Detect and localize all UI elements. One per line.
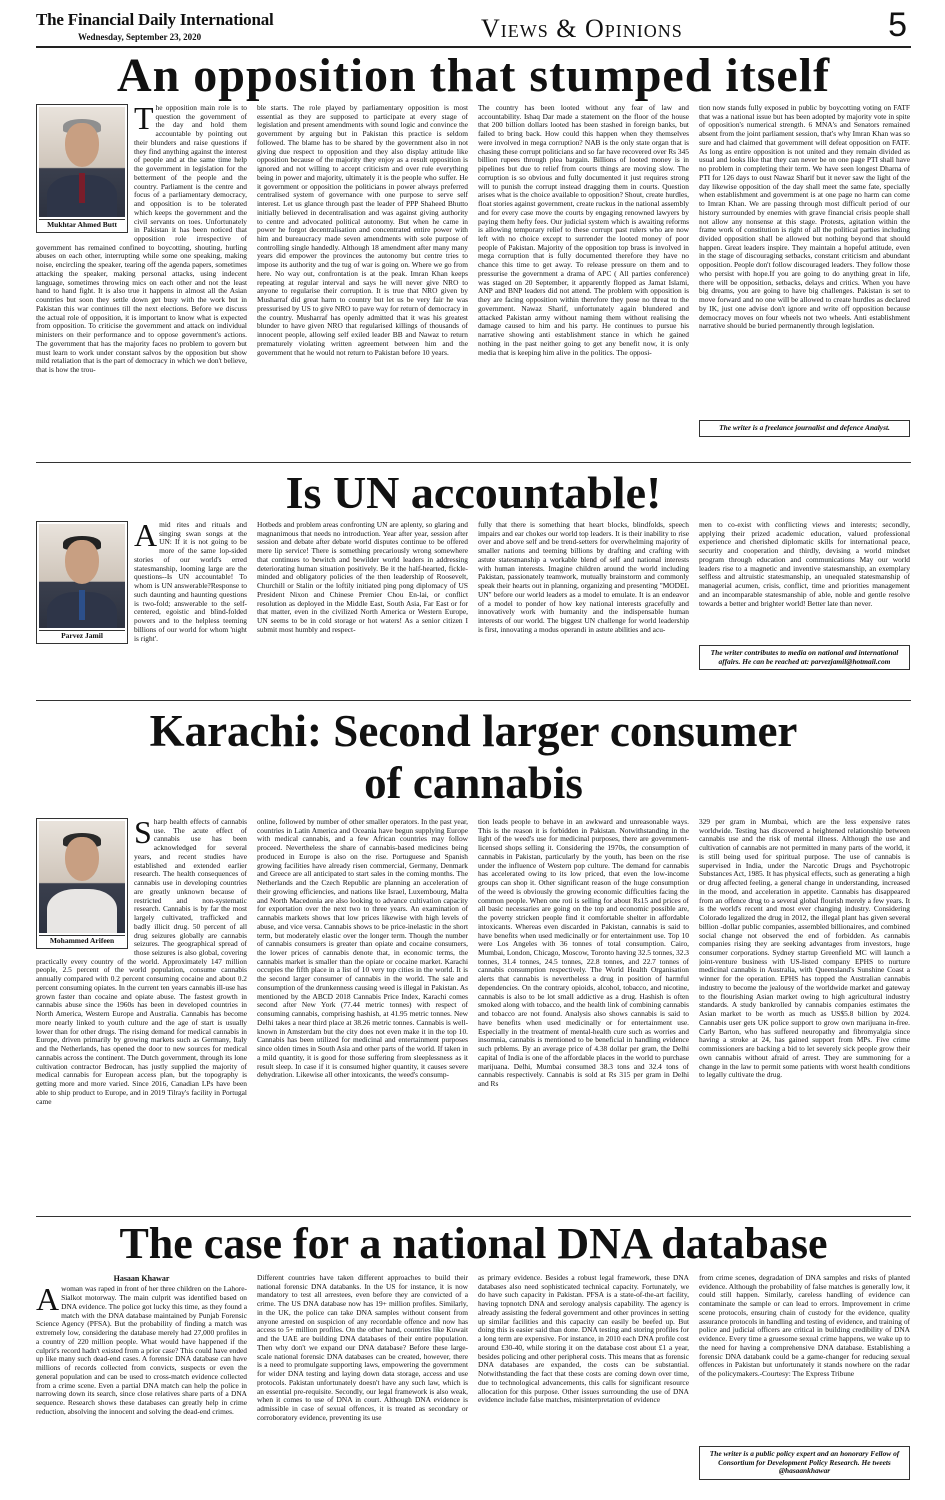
article-1-col-3 [478,104,689,456]
article-3-col-4 [699,818,910,1212]
headline-line-1: Karachi: Second larger consumer [149,706,798,756]
dropcap: A [134,521,158,553]
article-text: tion now stands fully exposed in public by boycotting voting on FATF that was a national issue but has been adopted by majority vote in spite of opposition's numerical strength. 6 MNA's and Senators remained absent from the joint parliament session, that's why Imran Khan was so sure and had claimed that government will defeat opposition on FATF. As long as entire opposition is not united and they remain divided as usual and looks like that they can never be on one page PTI shall have no problem in completing their term. We have seen longest Dharna of PTI for 126 days to oust Nawaz Sharif but it never saw the light of the day likewise opposition of the day shall meet the same fate, specially when establishment and government is at one page no harm can come to Imran Khan. We are passing through most difficult period of our history surrounded by enemies with grave financial crisis people shall not allow any nonsense at this stage. Protests, agitation within the frame work of constitution is right of all the political parties including divided opposition shall be allowed but nothing beyond that should happen. Great leaders inspire. They maintain a hopeful attitude, even in the stage of discouraging setbacks, constant criticism and abundant opposition. People don't follow discouraged leaders. They follow those who persist with hope.If you are going to do anything great in life, there will be opposition, setbacks, delays and critics. When you have big dreams, you are going to have big challenges. Pakistan is set to move forward and no one will be allowed to create hurdles as declared by IK, just one advise don't ignore and write off opposition because democracy moves on four wheels not two wheels. Anti establishment narrative should be buried permanently through legislation. [699,104,910,331]
article-1-col-4 [699,104,910,456]
article-text: ble starts. The role played by parliamentary opposition is most essential as they are supposed to participate at every stage of legislation and present amendments with sound logic and convince the government by arguing but in Pakistan this practice is seldom followed. The blame has to be shared by the government also in not giving due respect to opposition and they also display attitude like opposition because of the majority they enjoy as a result opposition is ignored and not willing to accept criticism and over rule everything being in power and majority, ultimately it is the people who suffer. He it government or opposition the politicians in power always preferred centralised system of governance with one purpose to serve self interest. Let us glance through past the leader of PPP Shaheed Bhutto initially believed in decentralisation and was against giving authority to centre and advocated political autonomy. But when he came in power he forgot decentralisation and concentrated entire power with him and bureaucracy made seven amendments with sole purpose of controlling single handedly. Although 18 amendment after many many years did empower the provinces the autonomy but centre tries to impose its authority and the tug of war is going on. Where we go from here. No way out, confrontation is at the peak. Imran Khan keeps repeating at regular interval and says he will never give NRO to anyone to regularise their corruption. It is true that NRO given by Musharraf did great harm to country but let us be very fair he was pressurised by US to give NRO to pave way for return of democracy in the country. Musharraf has openly admitted that it was his greatest blunder to have given NRO that regularised killings of thousands of innocent people, allowing self exiled leader BB and Nawaz to return prematurely violating written agreement between him and the government that he would not return to Pakistan before 10 years. [257,104,468,357]
article-2-col-2 [257,521,468,693]
dropcap: T [134,104,154,136]
paper-name: The Financial Daily International [36,10,274,29]
article-text: mid rites and rituals and singing swan songs at the UN: If it is not going to be more of the same lop-sided stories of our world's erred statesmanship, looming large are the questions--Is UN accountable! To whom is UN answerable?Response to such daunting and haunting questions is two-fold; answerable to the self-centered, egoistic and blind-folded powers and to the helpless teeming billions of our world for whom 'night is right'. [134,521,247,643]
article-text: 329 per gram in Mumbai, which are the less expensive rates worldwide. Testing has discovered a heightened relationship between cannabis use and the risk of mental illness. Although the use and cultivation of cannabis are not permitted in many parts of the world, it is still being used for spiritual purpose. The use of cannabis is supervised in India, under the Narcotic Drugs and Psychotropic Substances Act, 1985. It has physical effects, such as generating a high or drug affected feeling, a general change in understanding, increased in the mood, and acceleration in appetite. Cannabis has disappeared from an offence drug to a several global flourish merely a few years. It is the world's recent and most ever changing industry. Considering Colorado legalized the drug in 2012, the illegal plant has given several billion -dollar public companies, assembled billionaires, and combined social change not observed the end of forbidden. As cannabis companies rising they are seeking advantages from investors, huge consumer corporations. Sydney startup Greenfield MC will launch a joint-venture business with US-listed company EPHS to nurture medicinal cannabis in Australia, with Queensland's Sunshine Coast a winner for the operation. EPHS has topped the Australian cannabis industry to become the jealousy of the worldwide market and gateway to the flourishing Asian market owing to high agricultural industry standards. A study bankrolled by cannabis companies estimates the Asian market to be worth as much as US$5.8 billion by 2024. Cannabis user gets UK police support to grow own marijuana in-free. Carly Barton, who has suffered neuropathy and fibromyalgia since having a stroke at 24, has gained support from MPs. Five crime commissioners are backing a bid to let severely sick people grow their own cannabis without afraid of arrest. They are summoning for a change in the law to permit some patients with worst health conditions to legally cultivate the drug. [699,818,910,1080]
article-text: woman was raped in front of her three children on the Lahore-Sialkot motorway. The main culprit was identified based on DNA evidence. The police got lucky this time, as they found a match with the DNA database maintained by Punjab Forensic Science Agency (PFSA). But the probability of finding a match was extremely low, considering the database merely had 27,000 profiles in a country of 220 million people. What would have happened if the culprit's record hadn't existed from a prior case? This could have ended up like many such dead-end cases. A forensic DNA database can have millions of records collected from convicts, suspects or even the general population and can be used to cross-match evidence collected from a crime scene. Even a partial DNA match can help the police in narrowing down its search, since close relatives share parts of a DNA sequence. Research shows these databases can greatly help in crime reduction, absolving the innocent and solving the dead-end crimes. [36,1284,247,1416]
article-1-col-1 [36,104,247,456]
article-text: harp health effects of cannabis use. The acute effect of cannabis use has been acknowledged for several years, and recent studies have established and extended earlier research. The health consequences of cannabis use in developing countries are greatly unknown because of restricted and non-systematic research. Cannabis is by far the most largely cultivated, trafficked and badly illicit drug. 50 percent of all drug seizures globally are cannabis seizures. The geographical spread of those seizures is also global, covering practically every country of the world. Approximately 147 million people, 2.5 percent of the world population, consume cannabis annually compared with 0.2 percent consuming cocaine and about 0.2 percent consuming opiates. In the current ten years cannabis ill-use has grown faster than cocaine and opiate abuse. The fastest growth in cannabis abuse since the 1960s has been in developed countries in North America, Western Europe and Australia. Cannabis has become more nearly linked to youth culture and the age of start is usually lower than for other drugs. The rising demand for medical cannabis in Europe, driven primarily by growing markets such as Germany, Italy and the Netherlands, has opened the door to new sources for medical cannabis across the continent. The Dutch government, through its lone cultivation contractor Bedrocan, has justly supplied the majority of medical cannabis for European access plan, but the topography is getting more and more varied. Since 2016, Canadian LPs have been able to ship product to Europe, and in 2019 Tilray's facility in Portugal came [36,818,247,1106]
dropcap: A [36,1281,60,1318]
author-photo [39,524,125,628]
article-text: tion leads people to behave in an awkward and unreasonable ways. This is the reason it is forbidden in Pakistan. Notwithstanding in the light of the weed's use for medicinal purposes, there are government-licensed shops selling it. Considering the 1970s, the consumption of cannabis in Pakistan, particularly by the youth, has been on the rise under the influence of Western pop culture. The demand for cannabis has accelerated owing to its low priced, that even the low-income groups can shop it. Other significant reason of the huge consumption of the weed is obviously the growing economic difficulties facing the common people. When one roti is selling for about Rs15 and prices of all basic necessaries are going on the top and economic possible are, the poverty stricken people find it comfortable shelter in affordable intoxicants. Whereas even discarded in Pakistan, cannabis is said to have benefits when used medicinally or for entertainment use. Top 10 were Los Angeles with 36 tonnes of total consumption. Cairo, Mumbai, London, Chicago, Moscow, Toronto having 32.5 tonnes, 32.3 tonnes, 31.4 tonnes, 24.5 tonnes, 22.8 tonnes, and 22.7 tonnes of cannabis consumption respectively. The World Health Organisation alerts that cannabis is nevertheless a drug in position of harmful dependencies. On the contrary opioids, alcohol, tobacco, and nicotine, cannabis is also to be lot small addictive as a drug. Hashish is often smoked along with tobacco, and the health link of combining cannabis and tobacco are not found. Analysis also shows cannabis is said to have benefits when used medicinally or for entertainment use. Especially in the treatment of mental-health cure such as worries and insomnia, cannabis is mentioned to be beneficial in handling evidence such prblems. By an average price of 4.38 dollar per gram, the Delhi capital of India is one of the affordable places in the world to purchase marijuana. Delhi, Mumbai consumed 38.3 tons and 32.4 tons of cannabis respectively. Cannabis is sold at Rs 315 per gram in Delhi and Rs [478,818,689,1089]
article-text: men to co-exist with conflicting views and interests; secondly, applying their prized academic education, valued professional experience and cherished diplomatic skills for international peace, security and cooperation and thirdly, devising a world mindset program through education and communications May our world leaders rise to a magnetic and inventive statesmanship, an exemplary selfless and altruistic statesmanship, an unequaled statesmanship of managerial acumen, crisis, conflict, time and priorities management and an incomparable statesmanship of able, noble and gentle resolve towards a better and brighter world! Better late than never. [699,521,910,608]
article-1 [36,104,911,456]
article-2-col-4 [699,521,910,693]
author-name: Hasaan Khawar [113,1274,170,1283]
article-text: as primary evidence. Besides a robust legal framework, these DNA databases also need sophisticated technical capacity. Fortunately, we do have such capacity in Pakistan. PFSA is a state-of-the-art facility, having topnotch DNA and serology analysis capability. The agency is already assisting the federal government and other provinces in setting up similar facilities and this capacity can easily be beefed up. But doing this is easier said than done. DNA testing and storing profiles for a long term are expensive. For instance, in 2010 each DNA profile cost around £30-40, while storing it on the database cost about £1 a year, besides policing and other peripheral costs. This means that as forensic DNA databases are expanded, the costs can be substantial. Notwithstanding the fact that these costs are coming down over time, due to technological advancements, this calls for significant resource allocation for this purpose. Other issues surrounding the use of DNA evidence include false matches, misinterpretation of evidence [478,1274,689,1405]
article-3 [36,818,911,1212]
article-3-col-1 [36,818,247,1212]
article-2-col-3 [478,521,689,693]
divider [36,1216,911,1217]
author-note: The writer contributes to media on national and international affairs. He can be reached at: parvezjamil@hotmail.com [699,645,910,670]
article-2-headline: Is UN accountable! [285,467,662,518]
article-4-col-4 [699,1274,910,1494]
article-4-col-1 [36,1274,247,1494]
article-text: from crime scenes, degradation of DNA samples and risks of planted evidence. Although the probability of false matches is generally low, it could still happen. Similarly, careless handling of evidence can contaminate the sample or can lead to errors. Improvement in crime scene protocols, ensuring chain of custody for the evidence, quality assurance protocols in handling and testing of evidence, and training of police and judicial officers are critical in building credibility of DNA evidence. Every time a gruesome sexual crime happens, we wake up to the need for having a comprehensive DNA database. Establishing a forensic DNA databank could be a game-changer for reducing sexual offences in Pakistan but unfortunately it stands nowhere on the radar of the policymakers.-Courtesy: The Express Tribune [699,1274,910,1379]
author-photo-box [36,104,128,233]
dropcap: S [134,818,152,850]
author-note: The writer is a public policy expert and an honorary Fellow of Consortium for Development Policy Research. He tweets @hasaankhawar [699,1446,910,1480]
author-photo [39,107,125,217]
article-3-col-2 [257,818,468,1212]
issue-date: Wednesday, September 23, 2020 [78,32,202,42]
article-text: The country has been looted without any fear of law and accountability. Ishaq Dar made a statement on the floor of the house that 200 billion dollars looted has been stashed in foreign banks, but failed to bring back. How could this happen when they themselves were involved in mega corruption? NAB is the only state organ that is chasing these corrupt politicians and so far have recovered over Rs 345 billion rupees through plea bargain. Billions of looted money is in pipelines but due to relief from courts things are moving slow. The corruption is so obvious and fully documented it just requires strong will to punish the corrupt instead dragging them in courts. Question arises what is the choice available to opposition? Shout, create hurdles, float stories against government, create ruckus in the national assembly and for every case move the courts by engaging renowned lawyers by paying them hefty fees. Our judicial system which is awaiting reforms is allowing temporary relief to these corrupt past rulers who are now left with no choice except to surrender the looted money of poor people of Pakistan. Majority of the opposition top brass is involved in mega corruption that is fully documented therefore they have no chance this time to get away. To release pressure on them and to pressurise the government a drama of APC ( All parties conference) was staged on 20 September, it apparently flopped as Jamat Islami, ANP and BNP leaders did not attend. The problem with opposition is they are facing opposition within therefore they pose no threat to the government. Nawaz Sharif, unfortunately again blundered and attacked Pakistan army without naming them without realising the damage caused to him and his party. He continues to pursue his narrative showing anti establishment stance in which he gained nothing in the past neither going to get any benefit now, it is only media that is keeping him alive in the politics. The opposi- [478,104,689,357]
author-caption: Mukhtar Ahmed Butt [39,219,125,230]
masthead [36,8,911,48]
author-caption: Parvez Jamil [39,630,125,641]
article-text: fully that there is something that heart blocks, blindfolds, speech impairs and ear chokes our world top leaders. It is their inability to rise over and above self and be trend-setters for overwhelming majority of smaller nations and teeming billions by drafting and crafting with astute statesmanship a workable blend of self and national interests with human interests. Imagine children around the world including Pakistan, passionately teamwork, mutually brainstorm and commonly speak their hearts out in planning, organizing and presenting "MODEL UN" before our world leaders as a model to emulate. It is an endeavor of a model to ponder of how key national interests gracefully and innovatively work with humanity and the indispensable human interests of our world. The biggest UN challenge for world leadership is first, innovating a modus operandi in astute abilities and acu- [478,521,689,634]
author-photo-box [36,818,128,949]
article-text: he opposition main role is to question the government of the day and hold them accountable by pointing out their blunders and raise questions if they find anything against the interest of people and at the same time help the government in legislation for the betterment of the people and the country. Parliament is the centre and focus of a parliamentary democracy, and opposition is to be tolerated which keeps the government and the civil servants on toes. Unfortunately in Pakistan it has been noticed that opposition role irrespective of government has remained confined to boycotting, shouting, hurling abuses on each other, interrupting while some one speaking, making noise, encircling the speaker, tearing off the agenda papers, sometimes attacking the speaker, making personal attacks, using indecent language, sometimes throwing mics on each other and not the least hand to hand fight. It is also true it happens in almost all the Asian countries but soon they settle down get busy with the work but in Pakistan this war continues till the next elections. Before we discuss the actual role of opposition, it is important to know what is expected from opposition. To criticise the government and attack on individual ministers on their performance and to oppose government's actions. The government that has the majority faces no problem to govern but must learn to work under constant salvos by the opposition but show mild retaliation that is the part of democracy in which we don't believe, that is how the trou- [36,104,247,375]
article-4-col-3 [478,1274,689,1494]
headline-line-2: of cannabis [364,758,583,808]
article-1-headline: An opposition that stumped itself [116,49,831,102]
author-caption: Mohammed Arifeen [39,935,125,946]
article-text: Hotbeds and problem areas confronting UN are aplenty, so glaring and magnanimous that needs no introduction. Year after year, session after session and debate after debate world disputes continue to be offered mere lip service! There is something precariously wrong somewhere that continues to bewitch and bewilder world leaders in addressing deteriorating human situation positively. Be it the half-hearted, fickle-minded and obligatory policies of the then leadership of Roosevelt, Churchill or Stalin or the loftily initiated ping pong diplomacy of US President Nixon and Chinese Premier Chou En-lai, or conflict resolution as deployed in the Middle East, South Asia, Far East or for that matter, even in the civilized North America or Western Europe, UN seems to be in cold storage or hot waters! As a senior citizen I submit most humbly and respect- [257,521,468,634]
page-number: 5 [888,6,907,44]
article-4-col-2 [257,1274,468,1494]
article-text: online, followed by number of other smaller operators. In the past year, countries in Latin America and Oceania have begun supplying Europe with medical cannabis, and a few African countries may follow proceed. Nevertheless the share of cannabis-based medicines being produced in Europe is also on the rise. Portuguese and Spanish growing facilities have already risen commercial, Germany, Denmark and Greece are all anticipated to start sales in the coming months. The Netherlands and the Czech Republic are planning an acceleration of their growing efficiencies, and nations like Israel, Luxembourg, Malta and North Macedonia are also looking to advance cultivation capacity for exportation over the next two to three years. An examination of cannabis markets shows that low prices likewise with high levels of abuse, and vice versa. Cannabis shows to be price-inelastic in the short term, but moderately elastic over the longer term. Though the number of cannabis consumers is greater than opiate and cocaine consumers, the lower prices of cannabis denote that, in economic terms, the cannabis market is smaller than the opiate or cocaine market. Karachi occupies the fifth place in a list of 10 very top cities in the world. It is the second larger consumer of cannabis in the world. The sale and consumption of the drunkenness causing weed is illegal in Pakistan. As mentioned by the ABCD 2018 Cannabis Price Index, Karachi comes second after New York (77.44 metric tonnes) with respect of consuming cannabis, comprising hashish, at 41.95 metric tonnes. New Delhi takes a near third place at 38.26 metric tonnes. Cannabis is well-known in Amsterdam but the city does not even make it in the top 10. Cannabis has been utilized for medicinal and entertainment purposes since olden times in South Asia and other parts of the world. If taken in a mild quantity, it is good for those suffering from sleeplessness as it result sleep. In case if it is consumed higher quantity, it causes severe dehydration. Likewise all other intoxicants, the weed's consump- [257,818,468,1080]
article-3-col-3 [478,818,689,1212]
divider [36,462,911,463]
article-4 [36,1274,911,1494]
article-1-col-2 [257,104,468,456]
author-note: The writer is a freelance journalist and defence Analyst. [699,420,910,437]
article-text: Different countries have taken different approaches to build their national forensic DNA databanks. In the US for instance, it is now mandatory to test all arrestees, even before they are convicted of a crime. The US DNA database now has 19+ million profiles. Similarly, in the UK, the police can take DNA samples without consent from anyone arrested on suspicion of any recordable offence and now has access to 5+ million profiles. On the other hand, countries like Kuwait and the UAE are building DNA databases of their entire population. Then why don't we expand our DNA database? Before these large-scale national forensic DNA databases can be created, however, there is a need to promulgate supporting laws, empowering the government for wider DNA testing and laying down data storage, access and use protocols. Pakistan unfortunately doesn't have any such law, which is an essential pre-requisite. Secondly, our legal framework is also weak, when it comes to use of DNA in court. Although DNA evidence is admissible in case of sexual offences, it is treated as secondary or corroboratory evidence, preventing its use [257,1274,468,1422]
author-photo-box [36,521,128,644]
divider [36,700,911,701]
article-3-headline [36,705,911,809]
article-2 [36,521,911,693]
section-title: Views & Opinions [481,14,683,43]
article-2-col-1 [36,521,247,693]
article-4-headline: The case for a national DNA database [119,1219,828,1268]
author-photo [39,821,125,933]
